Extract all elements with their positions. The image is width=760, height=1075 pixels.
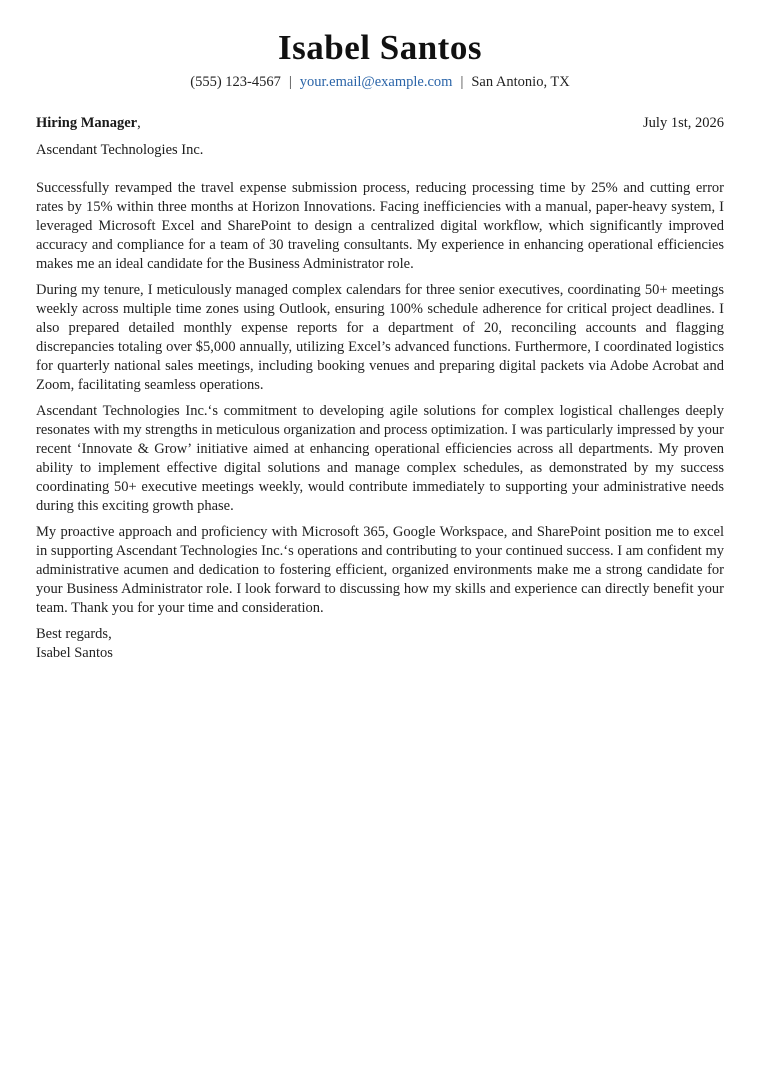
signature-name: Isabel Santos — [36, 645, 113, 661]
letter-date: July 1st, 2026 — [643, 115, 724, 131]
contact-separator: | — [460, 74, 464, 90]
closing-block — [36, 625, 724, 663]
applicant-name: Isabel Santos — [278, 28, 482, 67]
letter-body — [36, 179, 724, 663]
recipient-line — [36, 113, 141, 133]
recipient-comma: , — [137, 115, 141, 131]
recipient-title: Hiring Manager — [36, 115, 138, 131]
body-paragraph: During my tenure, I meticulously managed complex calendars for three senior executives, coordinating 50+ meetings weekly across multiple time zones using Outlook, ensuring 100% schedule adherence for critical project deadlines. I also prepared detailed monthly expense reports for a department of 20, reconciling accounts and flagging discrepancies totaling over $5,000 annually, utilizing Excel’s advanced functions. Furthermore, I coordinated logistics for quarterly national sales meetings, including booking venues and preparing digital packets via Adobe Acrobat and Zoom, facilitating seamless operations. — [36, 282, 724, 393]
recipient-company: Ascendant Technologies Inc. — [36, 142, 204, 158]
body-paragraph: Ascendant Technologies Inc.‘s commitment to developing agile solutions for complex logistical challenges deeply resonates with my strengths in meticulous organization and process optimization. I was particularly impressed by your recent ‘Innovate & Grow’ initiative aimed at enhancing operational efficiencies across all departments. My proven ability to implement effective digital solutions and manage complex schedules, as demonstrated by my success coordinating 50+ executive meetings weekly, would contribute immediately to supporting your administrative needs during this exciting growth phase. — [36, 403, 724, 514]
body-paragraph: My proactive approach and proficiency with Microsoft 365, Google Workspace, and SharePoint position me to excel in supporting Ascendant Technologies Inc.‘s operations and contributing to your continued success. I am confident my administrative acumen and dedication to fostering efficient, organized environments make me a strong candidate for your Business Administrator role. I look forward to discussing how my skills and experience can directly benefit your team. Thank you for your time and consideration. — [36, 524, 724, 616]
phone-number: (555) 123-4567 — [190, 74, 281, 90]
location: San Antonio, TX — [471, 74, 570, 90]
contact-separator: | — [288, 74, 292, 90]
email-link[interactable]: your.email@example.com — [299, 74, 453, 90]
closing-salutation: Best regards, — [36, 626, 112, 642]
body-paragraph: Successfully revamped the travel expense submission process, reducing processing time by 25% and cutting error rates by 15% within three months at Horizon Innovations. Facing inefficiencies with a manual, paper-heavy system, I leveraged Microsoft Excel and SharePoint to design a centralized digital workflow, which significantly improved accuracy and compliance for a team of 30 traveling consultants. My experience in enhancing operational efficiencies makes me an ideal candidate for the Business Administrator role. — [36, 180, 724, 272]
contact-line — [36, 72, 724, 92]
